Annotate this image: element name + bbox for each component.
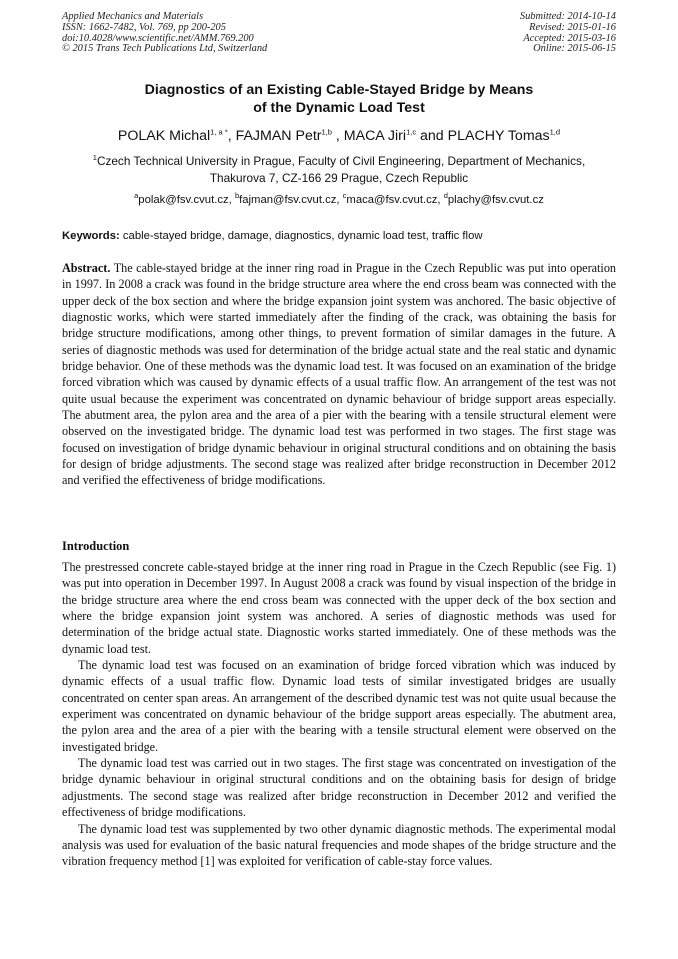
journal-info — [62, 12, 267, 55]
journal-name: Applied Mechanics and Materials — [62, 11, 204, 22]
email-link[interactable]: polak@fsv.cvut.cz — [138, 194, 229, 206]
email-link[interactable]: maca@fsv.cvut.cz — [346, 194, 438, 206]
author-name: PLACHY Tomas — [447, 128, 550, 144]
title-line-2: of the Dynamic Load Test — [253, 99, 425, 116]
paragraph: The dynamic load test was supplemented by two other dynamic diagnostic methods. The experimental modal analysis was used for evaluation of the basic natural frequencies and mode shapes of the bridge structure and the vibration frequency method [1] was exploited for verification of cable-stay force values. — [62, 821, 616, 869]
email-link[interactable]: plachy@fsv.cvut.cz — [447, 194, 544, 206]
keywords-label: Keywords: — [62, 230, 120, 242]
author-affiliation-mark: 1,d — [549, 127, 561, 137]
email-separator: , — [228, 194, 235, 206]
keywords — [62, 229, 616, 243]
author-affiliation-mark: 1,c — [406, 127, 417, 137]
title-line-1: Diagnostics of an Existing Cable-Stayed Bridge by Means — [144, 82, 534, 98]
email-mark: a — [134, 191, 139, 201]
author-separator: and — [416, 128, 448, 144]
author-separator: , — [331, 128, 344, 144]
submission-dates — [520, 12, 616, 55]
author-name: FAJMAN Petr — [235, 128, 322, 144]
email-link[interactable]: fajman@fsv.cvut.cz — [239, 194, 337, 206]
author-name: MACA Jiri — [343, 128, 407, 144]
affiliation-line-1 — [62, 153, 616, 170]
author-affiliation-mark: 1, a * — [210, 127, 228, 137]
abstract-text: The cable-stayed bridge at the inner ring road in Prague in the Czech Republic was put into operation in 1997. In 2008 a crack was found in the bridge structure area where the end cross beam was connected with the upper deck of the box section and where the bridge expansion joint system was anchored. The basic objective of diagnostic works, which were started immediately after the finding of the crack, was obtaining the basis for bridge structure modifications, among other things, to prevent formation of similar damages in the future. A series of diagnostic methods was used for determination of the bridge actual state and the real static and dynamic bridge behavior. One of these methods was the dynamic load test. It was focused on an examination of the bridge forced vibration which was caused by dynamic effects of a usual traffic flow. An arrangement of the test was not quite usual because the experiment was concentrated on dynamic behaviour of bridge support areas especially. The abutment area, the pylon area and the area of a pier with the bearing with a tensile structural element were observed on the investigated bridge. The dynamic load test was performed in two stages. The first stage was focused on investigation of bridge dynamic behaviour in original structural conditions and on obtaining the basis for design of bridge adjustments. The second stage was realized after bridge reconstruction in December 2012 and verified the effectiveness of bridge modifications. — [62, 261, 617, 488]
email-mark: d — [443, 191, 448, 201]
introduction-body — [62, 559, 616, 870]
submitted-date: Submitted: 2014-10-14 — [519, 11, 616, 22]
journal-issn: ISSN: 1662-7482, Vol. 769, pp 200-205 — [62, 21, 226, 33]
email-separator: , — [336, 194, 343, 206]
paper-title — [62, 82, 616, 117]
affiliation-text: Czech Technical University in Prague, Faculty of Civil Engineering, Department of Mechanics, — [96, 154, 586, 168]
section-heading-introduction: Introduction — [62, 539, 130, 553]
online-date: Online: 2015-06-15 — [533, 43, 616, 55]
paragraph: The dynamic load test was focused on an examination of bridge forced vibration which was induced by dynamic effects of a usual traffic flow. Dynamic load tests of similar investigated bridges are usually concentrated on center span areas. An arrangement of the described dynamic test was not quite usual because the experiment was concentrated on dynamic behaviour of the bridge support areas especially. The abutment area, the pylon area and the area of a pier with the bearing with a tensile structural element were observed on the investigated bridge. — [62, 658, 616, 754]
journal-doi[interactable]: doi:10.4028/www.scientific.net/AMM.769.200 — [62, 32, 254, 44]
author-name: POLAK Michal — [117, 128, 211, 144]
abstract-label: Abstract. — [62, 261, 111, 275]
email-mark: b — [234, 191, 240, 201]
keywords-text: cable-stayed bridge, damage, diagnostics, dynamic load test, traffic flow — [122, 230, 483, 242]
accepted-date: Accepted: 2015-03-16 — [523, 32, 616, 44]
paragraph: The prestressed concrete cable-stayed bridge at the inner ring road in Prague in the Czech Republic (see Fig. 1) was put into operation in December 1997. In August 2008 a crack was found by visual inspection of the bridge in the bridge structure area where the end cross beam was connected with the upper deck of the box section and where the bridge expansion joint system was anchored. A series of diagnostic methods was used for determination of the bridge actual state. Diagnostic works started immediately. One of these methods was the dynamic load test. — [62, 560, 616, 656]
author-list — [62, 127, 616, 145]
affiliation — [62, 153, 616, 187]
author-affiliation-mark: 1,b — [321, 127, 332, 137]
abstract — [62, 260, 616, 489]
journal-copyright: © 2015 Trans Tech Publications Ltd, Switzerland — [62, 43, 268, 55]
email-separator: , — [437, 194, 444, 206]
revised-date: Revised: 2015-01-16 — [529, 21, 616, 33]
author-separator: , — [227, 128, 236, 144]
email-mark: c — [342, 191, 347, 201]
affiliation-mark: 1 — [92, 153, 97, 163]
paragraph: The dynamic load test was carried out in two stages. The first stage was concentrated on investigation of the bridge dynamic behaviour in original structural conditions and on the obtaining basis for design of bridge adjustments. The second stage was realized after bridge reconstruction in December 2012 and verified the effectiveness of bridge modifications. — [62, 756, 616, 820]
email-list — [62, 193, 616, 207]
affiliation-line-2: Thakurova 7, CZ-166 29 Prague, Czech Republic — [209, 171, 469, 186]
